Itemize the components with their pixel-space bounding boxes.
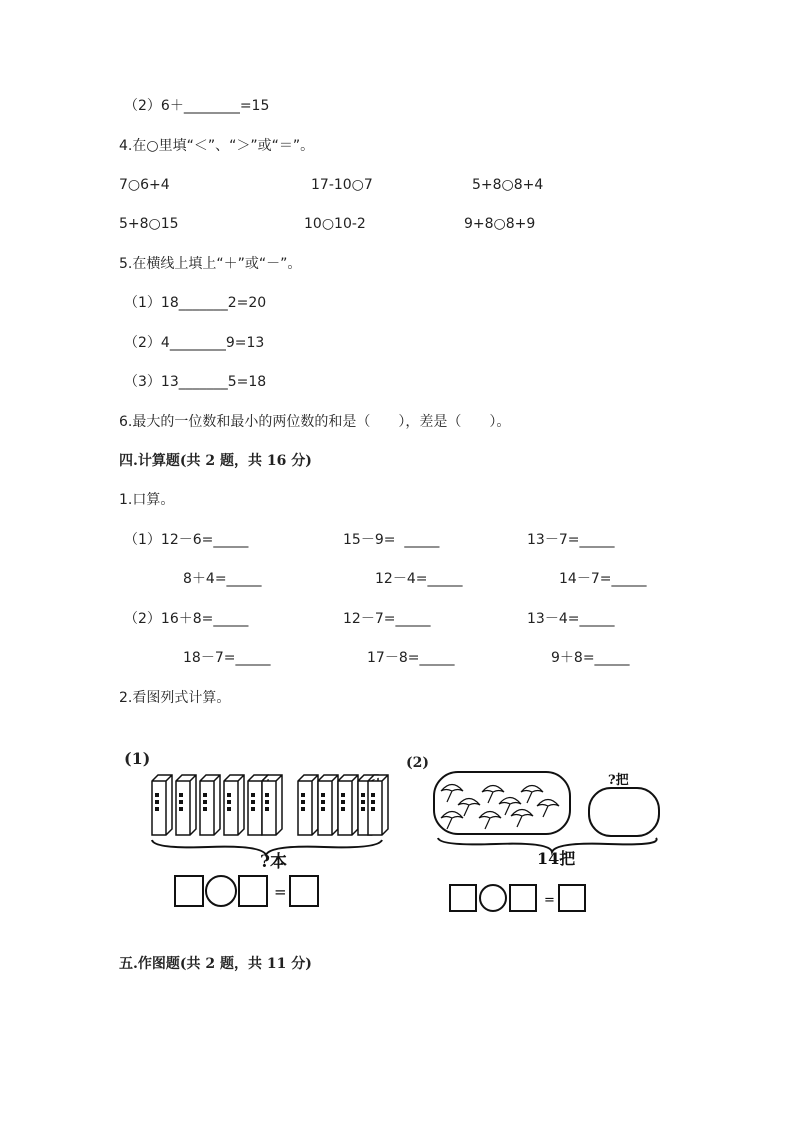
answer-box xyxy=(559,885,585,911)
s4-q2-title: 2.看图列式计算。 xyxy=(119,690,231,706)
section4-heading: 四.计算题(共 2 题，共 16 分) xyxy=(119,453,312,469)
fig2-label: (2) xyxy=(406,755,429,771)
book-spine-mark xyxy=(361,800,365,804)
book-spine-mark xyxy=(251,793,255,797)
q4-r2-c2: 10○10-2 xyxy=(304,216,366,232)
book-spine-mark xyxy=(227,807,231,811)
umbrella-icons xyxy=(441,785,559,830)
answer-box xyxy=(290,876,318,906)
q4-title: 4.在○里填“＜”、“＞”或“＝”。 xyxy=(119,138,315,154)
calc-r2-c3: 14－7=_____ xyxy=(559,571,647,587)
fig1-brace-label: ?本 xyxy=(260,852,287,872)
book-spine-mark xyxy=(321,800,325,804)
unknown-group-box xyxy=(589,788,659,836)
book-icon xyxy=(338,775,358,835)
q3-item2: （2）6＋________=15 xyxy=(124,98,270,114)
book-spine-mark xyxy=(227,793,231,797)
book-spine-mark xyxy=(155,793,159,797)
book-spine-mark xyxy=(265,793,269,797)
books-figure xyxy=(120,745,390,915)
fig2-top-label: ?把 xyxy=(608,773,629,788)
book-spine-mark xyxy=(203,800,207,804)
book-icon xyxy=(262,775,282,835)
book-stack-right xyxy=(298,775,388,835)
book-spine-mark xyxy=(371,807,375,811)
book-spine-mark xyxy=(227,800,231,804)
book-spine-mark xyxy=(155,807,159,811)
fig2-brace-label: 14把 xyxy=(537,849,576,868)
calc-r1-c2: 15－9= _____ xyxy=(343,532,440,548)
q5-item2: （2）4________9=13 xyxy=(124,335,265,351)
calc-r3-c2: 12－7=_____ xyxy=(343,611,431,627)
book-spine-mark xyxy=(155,800,159,804)
calc-r2-c1: 8＋4=_____ xyxy=(183,571,262,587)
calc-r1-c3: 13－7=_____ xyxy=(527,532,615,548)
calc-r4-c2: 17－8=_____ xyxy=(367,650,455,666)
book-stack-left xyxy=(152,775,282,835)
operator-circle xyxy=(480,885,506,911)
book-icon xyxy=(368,775,388,835)
q4-r1-c1: 7○6+4 xyxy=(119,177,170,193)
book-spine-mark xyxy=(203,793,207,797)
umbrellas-figure xyxy=(400,748,660,918)
calc-r4-c1: 18－7=_____ xyxy=(183,650,271,666)
book-icon xyxy=(176,775,196,835)
book-spine-mark xyxy=(341,800,345,804)
equals-sign: = xyxy=(274,883,287,901)
book-spine-mark xyxy=(251,800,255,804)
q5-item1: （1）18_______2=20 xyxy=(124,295,267,311)
equals-sign: = xyxy=(544,893,555,908)
book-spine-mark xyxy=(341,793,345,797)
calc-r4-c3: 9＋8=_____ xyxy=(551,650,630,666)
fig1-label: (1) xyxy=(124,749,151,768)
book-spine-mark xyxy=(321,807,325,811)
answer-box xyxy=(450,885,476,911)
answer-box xyxy=(510,885,536,911)
book-spine-mark xyxy=(265,807,269,811)
calc-r3-c3: 13－4=_____ xyxy=(527,611,615,627)
book-spine-mark xyxy=(203,807,207,811)
book-icon xyxy=(318,775,338,835)
answer-box xyxy=(239,876,267,906)
book-spine-mark xyxy=(265,800,269,804)
s4-q1-title: 1.口算。 xyxy=(119,492,175,508)
umbrella-icon xyxy=(441,812,463,830)
umbrella-icon xyxy=(482,786,504,804)
book-spine-mark xyxy=(361,793,365,797)
q6: 6.最大的一位数和最小的两位数的和是（ ），差是（ ）。 xyxy=(119,414,511,430)
q5-item3: （3）13_______5=18 xyxy=(124,374,267,390)
section5-heading: 五.作图题(共 2 题，共 11 分) xyxy=(119,956,312,972)
q4-r1-c3: 5+8○8+4 xyxy=(472,177,544,193)
umbrella-icon xyxy=(511,810,533,828)
book-spine-mark xyxy=(301,800,305,804)
book-spine-mark xyxy=(179,807,183,811)
book-spine-mark xyxy=(301,807,305,811)
book-spine-mark xyxy=(179,793,183,797)
book-icon xyxy=(152,775,172,835)
book-icon xyxy=(298,775,318,835)
book-spine-mark xyxy=(371,800,375,804)
calc-r3-c1: （2）16＋8=_____ xyxy=(124,611,249,627)
book-spine-mark xyxy=(361,807,365,811)
book-icon xyxy=(200,775,220,835)
umbrella-icon xyxy=(458,799,480,817)
calc-r1-c1: （1）12－6=_____ xyxy=(124,532,249,548)
umbrella-icon xyxy=(441,785,463,803)
umbrella-icon xyxy=(479,812,501,830)
q4-r2-c1: 5+8○15 xyxy=(119,216,179,232)
q5-title: 5.在横线上填上“＋”或“－”。 xyxy=(119,256,302,272)
book-icon xyxy=(224,775,244,835)
q4-r2-c3: 9+8○8+9 xyxy=(464,216,536,232)
book-spine-mark xyxy=(179,800,183,804)
book-spine-mark xyxy=(341,807,345,811)
calc-r2-c2: 12－4=_____ xyxy=(375,571,463,587)
umbrella-icon xyxy=(537,800,559,818)
operator-circle xyxy=(206,876,236,906)
answer-box xyxy=(175,876,203,906)
book-spine-mark xyxy=(321,793,325,797)
q4-r1-c2: 17-10○7 xyxy=(311,177,373,193)
book-spine-mark xyxy=(251,807,255,811)
umbrella-icon xyxy=(521,786,543,804)
book-spine-mark xyxy=(371,793,375,797)
book-spine-mark xyxy=(301,793,305,797)
